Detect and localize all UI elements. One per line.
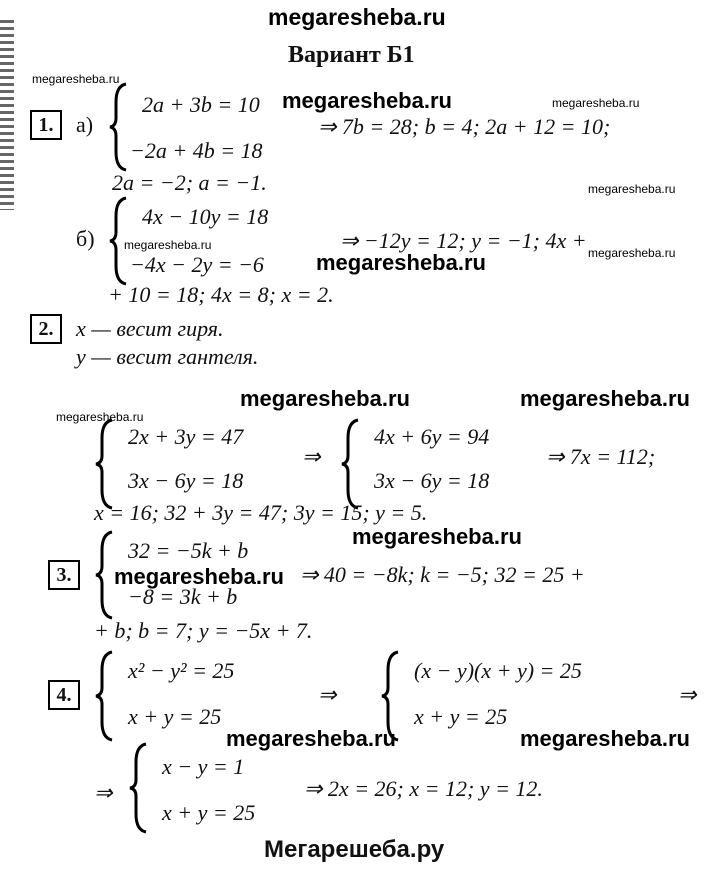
watermark-small: megaresheba.ru [124, 238, 212, 252]
implies-arrow: ⇒ [318, 682, 337, 707]
task2-sys1-eq1: 2x + 3y = 47 [128, 424, 244, 449]
task2-sys1-eq2: 3x − 6y = 18 [128, 468, 244, 493]
brace-icon [94, 530, 116, 620]
task4-sys2-eq2: x + y = 25 [414, 704, 508, 729]
task-number-3: 3. [48, 560, 80, 590]
task4-sys1-eq2: x + y = 25 [128, 704, 222, 729]
implies-arrow: ⇒ [302, 444, 321, 469]
task-number-1: 1. [30, 110, 62, 140]
task4-sys3-eq1: x − y = 1 [162, 754, 245, 779]
brace-icon [108, 196, 130, 286]
watermark-small: megaresheba.ru [32, 72, 120, 86]
watermark-small: megaresheba.ru [56, 410, 144, 424]
task2-line2: y — весит гантеля. [76, 344, 259, 369]
task1-b-result: ⇒ −12y = 12; y = −1; 4x + [340, 228, 587, 253]
watermark-small: megaresheba.ru [588, 246, 676, 260]
brace-icon [340, 418, 362, 510]
watermark-bold: megaresheba.ru [520, 386, 690, 411]
task1-a-eq1: 2a + 3b = 10 [142, 92, 260, 117]
variant-title: Вариант Б1 [288, 42, 415, 68]
watermark-bold: megaresheba.ru [282, 88, 452, 113]
site-header: megaresheba.ru [268, 4, 446, 30]
task1-b-eq1: 4x − 10y = 18 [142, 204, 269, 229]
brace-icon [94, 650, 116, 742]
watermark-bold: megaresheba.ru [520, 726, 690, 751]
task3-continuation: + b; b = 7; y = −5x + 7. [94, 618, 313, 643]
task3-eq2: −8 = 3k + b [128, 584, 238, 609]
task1-part-a-label: а) [76, 112, 94, 137]
implies-arrow: ⇒ [678, 682, 697, 707]
task-number-4: 4. [48, 680, 80, 710]
task1-a-result: ⇒ 7b = 28; b = 4; 2a + 12 = 10; [318, 114, 611, 139]
task1-a-eq2: −2a + 4b = 18 [130, 138, 263, 163]
watermark-bold: megaresheba.ru [240, 386, 410, 411]
task4-sys2-eq1: (x − y)(x + y) = 25 [414, 658, 582, 683]
task4-result: ⇒ 2x = 26; x = 12; y = 12. [304, 776, 543, 801]
watermark-bold: megaresheba.ru [316, 250, 486, 275]
watermark-small: megaresheba.ru [588, 182, 676, 196]
scan-edge-artifact [0, 20, 14, 210]
task2-sys2-eq2: 3x − 6y = 18 [374, 468, 490, 493]
task2-result: ⇒ 7x = 112; [546, 444, 656, 469]
brace-icon [108, 82, 130, 172]
watermark-bold: megaresheba.ru [114, 564, 284, 589]
task3-eq1: 32 = −5k + b [128, 538, 249, 563]
task4-sys1-eq1: x² − y² = 25 [128, 658, 235, 683]
watermark-small: megaresheba.ru [552, 96, 640, 110]
brace-icon [380, 650, 402, 742]
task2-line1: x — весит гиря. [76, 316, 224, 341]
task1-part-b-label: б) [76, 226, 95, 251]
task1-b-continuation: + 10 = 18; 4x = 8; x = 2. [108, 282, 334, 307]
task-number-2: 2. [30, 314, 62, 344]
task3-result: ⇒ 40 = −8k; k = −5; 32 = 25 + [300, 562, 585, 587]
brace-icon [128, 742, 150, 834]
footer-site: Мегарешеба.ру [264, 836, 445, 863]
implies-arrow: ⇒ [94, 780, 113, 805]
task2-continuation: x = 16; 32 + 3y = 47; 3y = 15; y = 5. [94, 500, 428, 525]
watermark-bold: megaresheba.ru [352, 524, 522, 549]
brace-icon [94, 418, 116, 510]
task1-b-eq2: −4x − 2y = −6 [130, 252, 264, 277]
watermark-bold: megaresheba.ru [226, 726, 396, 751]
task1-a-continuation: 2a = −2; a = −1. [112, 170, 267, 195]
task2-sys2-eq1: 4x + 6y = 94 [374, 424, 490, 449]
task4-sys3-eq2: x + y = 25 [162, 800, 256, 825]
